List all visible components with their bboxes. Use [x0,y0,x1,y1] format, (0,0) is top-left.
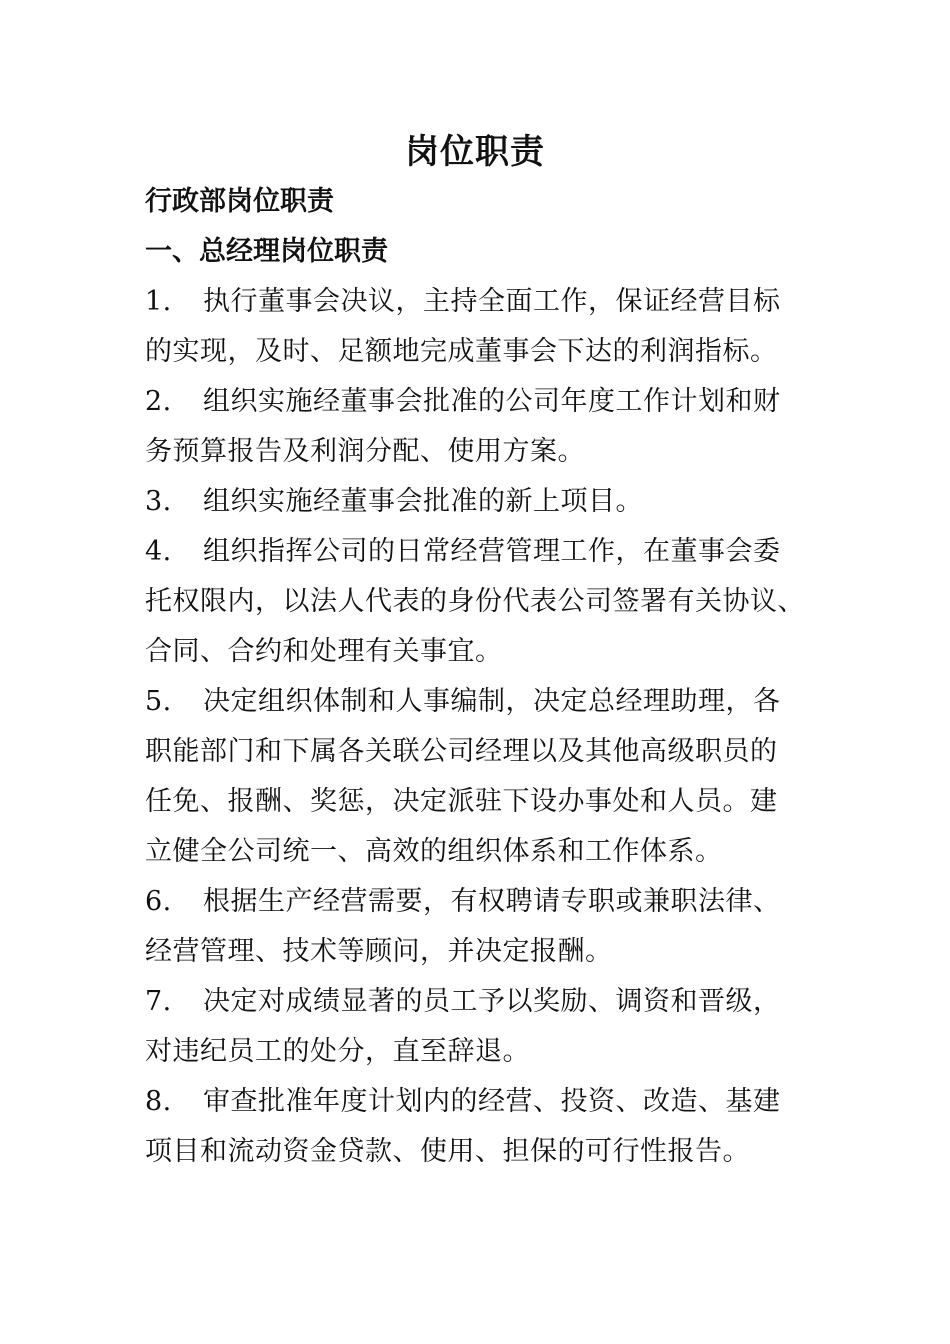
duty-item-line [145,582,825,632]
duty-item-text: 经营管理、技术等顾问，并决定报酬。 [145,936,613,967]
duty-item-number: 1. [145,286,172,317]
duty-item-line [145,832,825,882]
duty-item-line [145,332,825,382]
duty-item-text: 的实现，及时、足额地完成董事会下达的利润指标。 [145,336,778,367]
duty-item-line [145,432,825,482]
duty-item-line [145,782,825,832]
subsection-heading: 一、总经理岗位职责 [145,236,388,267]
duty-item-number: 5. [145,686,172,717]
duty-item-number: 7. [145,986,172,1017]
duty-item-text: 执行董事会决议，主持全面工作，保证经营目标 [203,286,781,317]
duty-item-text: 职能部门和下属各关联公司经理以及其他高级职员的 [145,736,778,767]
duty-item-line [145,982,825,1032]
duty-item-number: 6. [145,886,172,917]
duty-item-line [145,282,825,332]
duty-item-text: 项目和流动资金贷款、使用、担保的可行性报告。 [145,1136,750,1167]
duty-item-text: 组织指挥公司的日常经营管理工作，在董事会委 [203,536,781,567]
duty-item-text: 组织实施经董事会批准的新上项目。 [203,486,643,517]
duty-item-line [145,1132,825,1182]
duty-item-text: 任免、报酬、奖惩，决定派驻下设办事处和人员。建 [145,786,778,817]
duty-item-number: 8. [145,1086,172,1117]
duty-item-line [145,632,825,682]
duty-item-text: 合同、合约和处理有关事宜。 [145,636,503,667]
duty-item-number: 2. [145,386,172,417]
duty-item-text: 根据生产经营需要，有权聘请专职或兼职法律、 [203,886,781,917]
duty-item-line [145,732,825,782]
duty-item-text: 决定对成绩显著的员工予以奖励、调资和晋级， [203,986,781,1017]
duty-item-line [145,932,825,982]
duty-item-text: 托权限内，以法人代表的身份代表公司签署有关协议、 [145,586,805,617]
duty-item-number: 4. [145,536,172,567]
page-title: 岗位职责 [405,132,545,172]
duty-item-line [145,382,825,432]
duty-item-text: 审查批准年度计划内的经营、投资、改造、基建 [203,1086,781,1117]
duty-item-text: 立健全公司统一、高效的组织体系和工作体系。 [145,836,723,867]
duty-item-line [145,1082,825,1132]
duty-list [145,282,825,1182]
duty-item-number: 3. [145,486,172,517]
duty-item-line [145,482,825,532]
duty-item-text: 务预算报告及利润分配、使用方案。 [145,436,585,467]
duty-item-text: 决定组织体制和人事编制，决定总经理助理，各 [203,686,781,717]
duty-item-line [145,682,825,732]
duty-item-text: 组织实施经董事会批准的公司年度工作计划和财 [203,386,781,417]
duty-item-text: 对违纪员工的处分，直至辞退。 [145,1036,530,1067]
duty-item-line [145,882,825,932]
duty-item-line [145,532,825,582]
section-heading: 行政部岗位职责 [145,186,334,217]
duty-item-line [145,1032,825,1082]
